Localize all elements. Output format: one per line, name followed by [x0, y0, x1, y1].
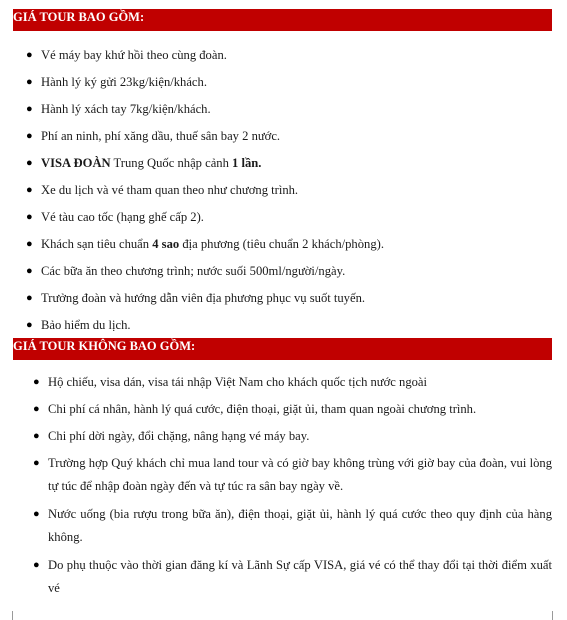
bullet-dot-icon: ●: [33, 508, 40, 520]
bullet-dot-icon: ●: [26, 319, 33, 331]
item-text: Do phụ thuộc vào thời gian đăng kí và Lãnh Sự cấp VISA, giá vé có thể thay đổi tại thời điểm xuất vé: [48, 558, 552, 595]
bullet-dot-icon: ●: [26, 103, 33, 115]
bullet-dot-icon: ●: [26, 292, 33, 304]
list-item: [0, 371, 560, 393]
included-heading: GIÁ TOUR BAO GỒM:: [13, 9, 552, 31]
item-bold-text: 1 lần.: [232, 156, 262, 170]
list-item: [0, 125, 560, 152]
item-text: Nước uống (bia rượu trong bữa ăn), điện thoại, giặt ủi, hành lý quá cước theo quy định của hàng không.: [48, 507, 552, 544]
bullet-dot-icon: ●: [33, 430, 40, 442]
list-item: [0, 98, 560, 125]
item-text: Khách sạn tiêu chuẩn: [41, 237, 153, 251]
bullet-dot-icon: ●: [33, 403, 40, 415]
bullet-dot-icon: ●: [33, 457, 40, 469]
list-item: [0, 554, 552, 600]
list-item: [0, 152, 560, 179]
item-bold-text: 4 sao: [152, 237, 180, 251]
item-text: Chi phí dời ngày, đổi chặng, nâng hạng vé máy bay.: [48, 429, 310, 443]
list-item: [0, 398, 560, 420]
list-item: [0, 452, 552, 498]
item-text: Bảo hiểm du lịch.: [41, 318, 131, 332]
item-text: Hành lý ký gửi 23kg/kiện/khách.: [41, 75, 207, 89]
item-bold-text: VISA ĐOÀN: [41, 156, 111, 170]
list-item: [0, 314, 560, 336]
item-text: Hộ chiếu, visa dán, visa tái nhập Việt Nam cho khách quốc tịch nước ngoài: [48, 375, 428, 389]
item-text: địa phương (tiêu chuẩn 2 khách/phòng).: [179, 237, 384, 251]
item-text: Các bữa ăn theo chương trình; nước suối 500ml/người/ngày.: [41, 264, 346, 278]
excluded-heading: GIÁ TOUR KHÔNG BAO GỒM:: [13, 338, 552, 360]
list-item: [0, 425, 560, 447]
list-item: [0, 44, 560, 71]
excluded-list: [0, 371, 560, 605]
item-text: Vé tàu cao tốc (hạng ghế cấp 2).: [41, 210, 204, 224]
list-item: [0, 233, 560, 260]
item-text: Xe du lịch và vé tham quan theo như chương trình.: [41, 183, 299, 197]
bullet-dot-icon: ●: [26, 130, 33, 142]
bullet-dot-icon: ●: [33, 559, 40, 571]
list-item: [0, 503, 552, 549]
item-text: Trường hợp Quý khách chỉ mua land tour và có giờ bay không trùng với giờ bay của đoàn, vui lòng tự túc để nhập đoàn ngày đến và tự túc ra sân bay ngày về.: [48, 456, 552, 493]
page-margin-mark: [12, 611, 13, 620]
bullet-dot-icon: ●: [26, 157, 33, 169]
item-text: Trưởng đoàn và hướng dẫn viên địa phương phục vụ suốt tuyến.: [41, 291, 366, 305]
bullet-dot-icon: ●: [26, 238, 33, 250]
item-text: Hành lý xách tay 7kg/kiện/khách.: [41, 102, 211, 116]
bullet-dot-icon: ●: [26, 265, 33, 277]
included-list: [0, 44, 560, 336]
bullet-dot-icon: ●: [26, 49, 33, 61]
list-item: [0, 71, 560, 98]
item-text: Trung Quốc nhập cảnh: [110, 156, 233, 170]
item-text: Vé máy bay khứ hồi theo cùng đoàn.: [41, 48, 227, 62]
list-item: [0, 260, 560, 287]
bullet-dot-icon: ●: [26, 211, 33, 223]
bullet-dot-icon: ●: [26, 76, 33, 88]
bullet-dot-icon: ●: [26, 184, 33, 196]
list-item: [0, 287, 560, 314]
list-item: [0, 179, 560, 206]
item-text: Chi phí cá nhân, hành lý quá cước, điện thoại, giặt ủi, tham quan ngoài chương trình.: [48, 402, 477, 416]
bullet-dot-icon: ●: [33, 376, 40, 388]
page-margin-mark: [552, 611, 553, 620]
item-text: Phí an ninh, phí xăng dầu, thuế sân bay 2 nước.: [41, 129, 281, 143]
list-item: [0, 206, 560, 233]
